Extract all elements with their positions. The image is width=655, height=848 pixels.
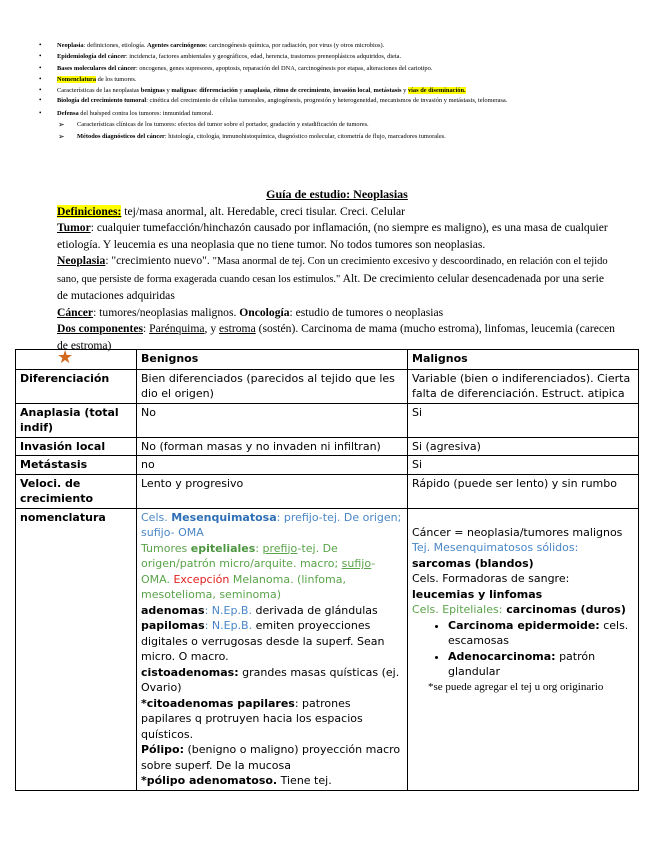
table-row: Invasión local No (forman masas y no invaden ni infiltran) Si (agresiva) bbox=[16, 437, 639, 456]
list-item: • Biología del crecimiento tumoral: cinética del crecimiento de células tumorales, angiogénesis, progresión y heterogeneidad, mecanismos de invasión y metástasis, telomerasa. bbox=[39, 96, 508, 105]
list-item: • Carcinoma epidermoide: cels. escamosas bbox=[448, 618, 634, 649]
bullet-icon: • bbox=[39, 63, 42, 72]
carcinoma-list bbox=[412, 618, 634, 680]
table-row-nomenclatura: nomenclatura Cels. Mesenquimatosa: prefijo-tej. De origen; sufijo- OMA Tumores epiteliales: prefijo-tej. De origen/patrón micro/arquite. macro; sufijo-OMA. Excepción Melanoma. (linfoma, mesotelioma, seminoma) adenomas: N.Ep.B. derivada de glándulas papilomas: N.Ep.B. emiten proyecciones digitales o verrugosas desde la superf. Sean micro. O macro. cistoadenomas: grandes masas quísticas (ej. Ovario) *citoadenomas papilares: patrones papilares q protruyen hacia los espacios quísticos. Pólipo: (benigno o maligno) proyección macro sobre superf. De la mucosa *pólipo adenomatoso. Tiene tej. Cáncer = neoplasia/tumores malignos Tej. Mesenquimatosos sólidos: sarcomas (blandos) Cels. Formadoras de sangre: leucemias y linfomas Cels. Epiteliales: carcinomas (duros) • Carcinoma epidermoide: cels. escamosas • Adenocarcinoma: patrón glandular *se puede agregar el tej u org originario bbox=[16, 508, 639, 790]
nomenclatura-malignos: Cáncer = neoplasia/tumores malignos Tej. Mesenquimatosos sólidos: sarcomas (blandos) Cels. Formadoras de sangre: leucemias y linfomas Cels. Epiteliales: carcinomas (duros) • Carcinoma epidermoide: cels. escamosas • Adenocarcinoma: patrón glandular *se puede agregar el tej u org originario bbox=[408, 508, 639, 790]
list-item: • Neoplasia: definiciones, etiología. Agentes carcinógenos: carcinogénesis química, por radiación, por virus (y otros microbios). bbox=[38, 40, 628, 51]
tumor-paragraph: Tumor: cualquier tumefacción/hinchazón causado por inflamación, (no siempre es maligno), es una masa de cualquier etiología. Y leucemia es una neoplasia que no tiene tumor. No todos tumores son neoplasias. bbox=[57, 221, 608, 251]
table-row: Anaplasia (total indif) No Si bbox=[16, 403, 639, 437]
list-item: • Adenocarcinoma: patrón glandular bbox=[448, 649, 634, 680]
cancer-paragraph: Cáncer: tumores/neoplasias malignos. Oncología: estudio de tumores o neoplasias bbox=[57, 305, 444, 319]
table-corner-cell bbox=[16, 347, 137, 370]
list-item: • Bases moleculares del cáncer: oncogenes, genes supresores, apoptosis, reparación del DNA, carcinogénesis por etapas, alteraciones del cariotipo. bbox=[38, 63, 628, 74]
table-header-row bbox=[16, 350, 639, 370]
study-guide bbox=[57, 186, 617, 354]
comparison-table bbox=[15, 349, 639, 791]
bullet-icon: • bbox=[39, 108, 42, 117]
bullet-icon: • bbox=[39, 52, 42, 61]
sub-list-item: ➢ Características clínicas de los tumores: efectos del tumor sobre el portador, gradación y estadificación de tumores. bbox=[58, 120, 369, 130]
neoplasia-paragraph: Neoplasia: "crecimiento nuevo". "Masa anormal de tej. Con un crecimiento excesivo y descoordinado, en relación con el tejido sano, que persiste de forma exagerada cuando cesan los estímulos." Alt. De crecimiento celular desencadenada por una serie de mutaciones adquiridas bbox=[57, 254, 608, 302]
definiciones-paragraph: Definiciones: tej/masa anormal, alt. Heredable, creci tisular. Creci. Celular bbox=[57, 204, 406, 218]
list-item: • Nomenclatura de los tumores. bbox=[38, 74, 628, 85]
table-row: Diferenciación Bien diferenciados (parecidos al tejido que les dio el origen) Variable (bien o indiferenciados). Cierta falta de diferenciación. Estruct. atipica bbox=[16, 369, 639, 403]
sub-list-item: ➢ Métodos diagnósticos del cáncer: histología, citología, inmunohistoquímica, diagnóstico molecular, citometría de flujo, marcadores tumorales. bbox=[58, 131, 446, 141]
list-item: • Defensa del huésped contra los tumores: inmunidad tumoral. bbox=[38, 108, 628, 119]
bullet-icon: • bbox=[39, 96, 42, 105]
header-malignos: Malignos bbox=[408, 350, 639, 370]
page-title: Guía de estudio: Neoplasias bbox=[266, 187, 408, 201]
bullet-icon: • bbox=[39, 86, 42, 95]
list-item: • Epidemiología del cáncer: incidencia, factores ambientales y geográficos, edad, herencia, trastornos preneoplásicos adquiridos, dieta. bbox=[38, 51, 628, 62]
nomenclatura-benignos: Cels. Mesenquimatosa: prefijo-tej. De origen; sufijo- OMA Tumores epiteliales: prefijo-tej. De origen/patrón micro/arquite. macro; sufijo-OMA. Excepción Melanoma. (linfoma, mesotelioma, seminoma) adenomas: N.Ep.B. derivada de glándulas papilomas: N.Ep.B. emiten proyecciones digitales o verrugosas desde la superf. Sean micro. O macro. cistoadenomas: grandes masas quísticas (ej. Ovario) *citoadenomas papilares: patrones papilares q protruyen hacia los espacios quísticos. Pólipo: (benigno o maligno) proyección macro sobre superf. De la mucosa *pólipo adenomatoso. Tiene tej. bbox=[137, 508, 408, 790]
list-item: • Características de las neoplasias benignas y malignas: diferenciación y anaplasia, ritmo de crecimiento, invasión local, metástasis y vías de diseminación. bbox=[38, 85, 628, 96]
table-row: Veloci. de crecimiento Lento y progresivo Rápido (puede ser lento) y sin rumbo bbox=[16, 474, 639, 508]
header-benignos: Benignos bbox=[137, 350, 408, 370]
bullet-icon: • bbox=[39, 74, 42, 83]
bullet-icon: • bbox=[39, 41, 42, 49]
arrow-bullet-icon: ➢ bbox=[58, 120, 65, 130]
componentes-paragraph: Dos componentes: Parénquima, y estroma (sostén). Carcinoma de mama (mucho estroma), linfomas, leucemia (carecen de estroma) bbox=[57, 322, 615, 352]
arrow-bullet-icon: ➢ bbox=[58, 131, 65, 141]
topic-list bbox=[38, 40, 628, 142]
table-row: Metástasis no Si bbox=[16, 456, 639, 475]
star-icon: ★ bbox=[57, 347, 74, 368]
